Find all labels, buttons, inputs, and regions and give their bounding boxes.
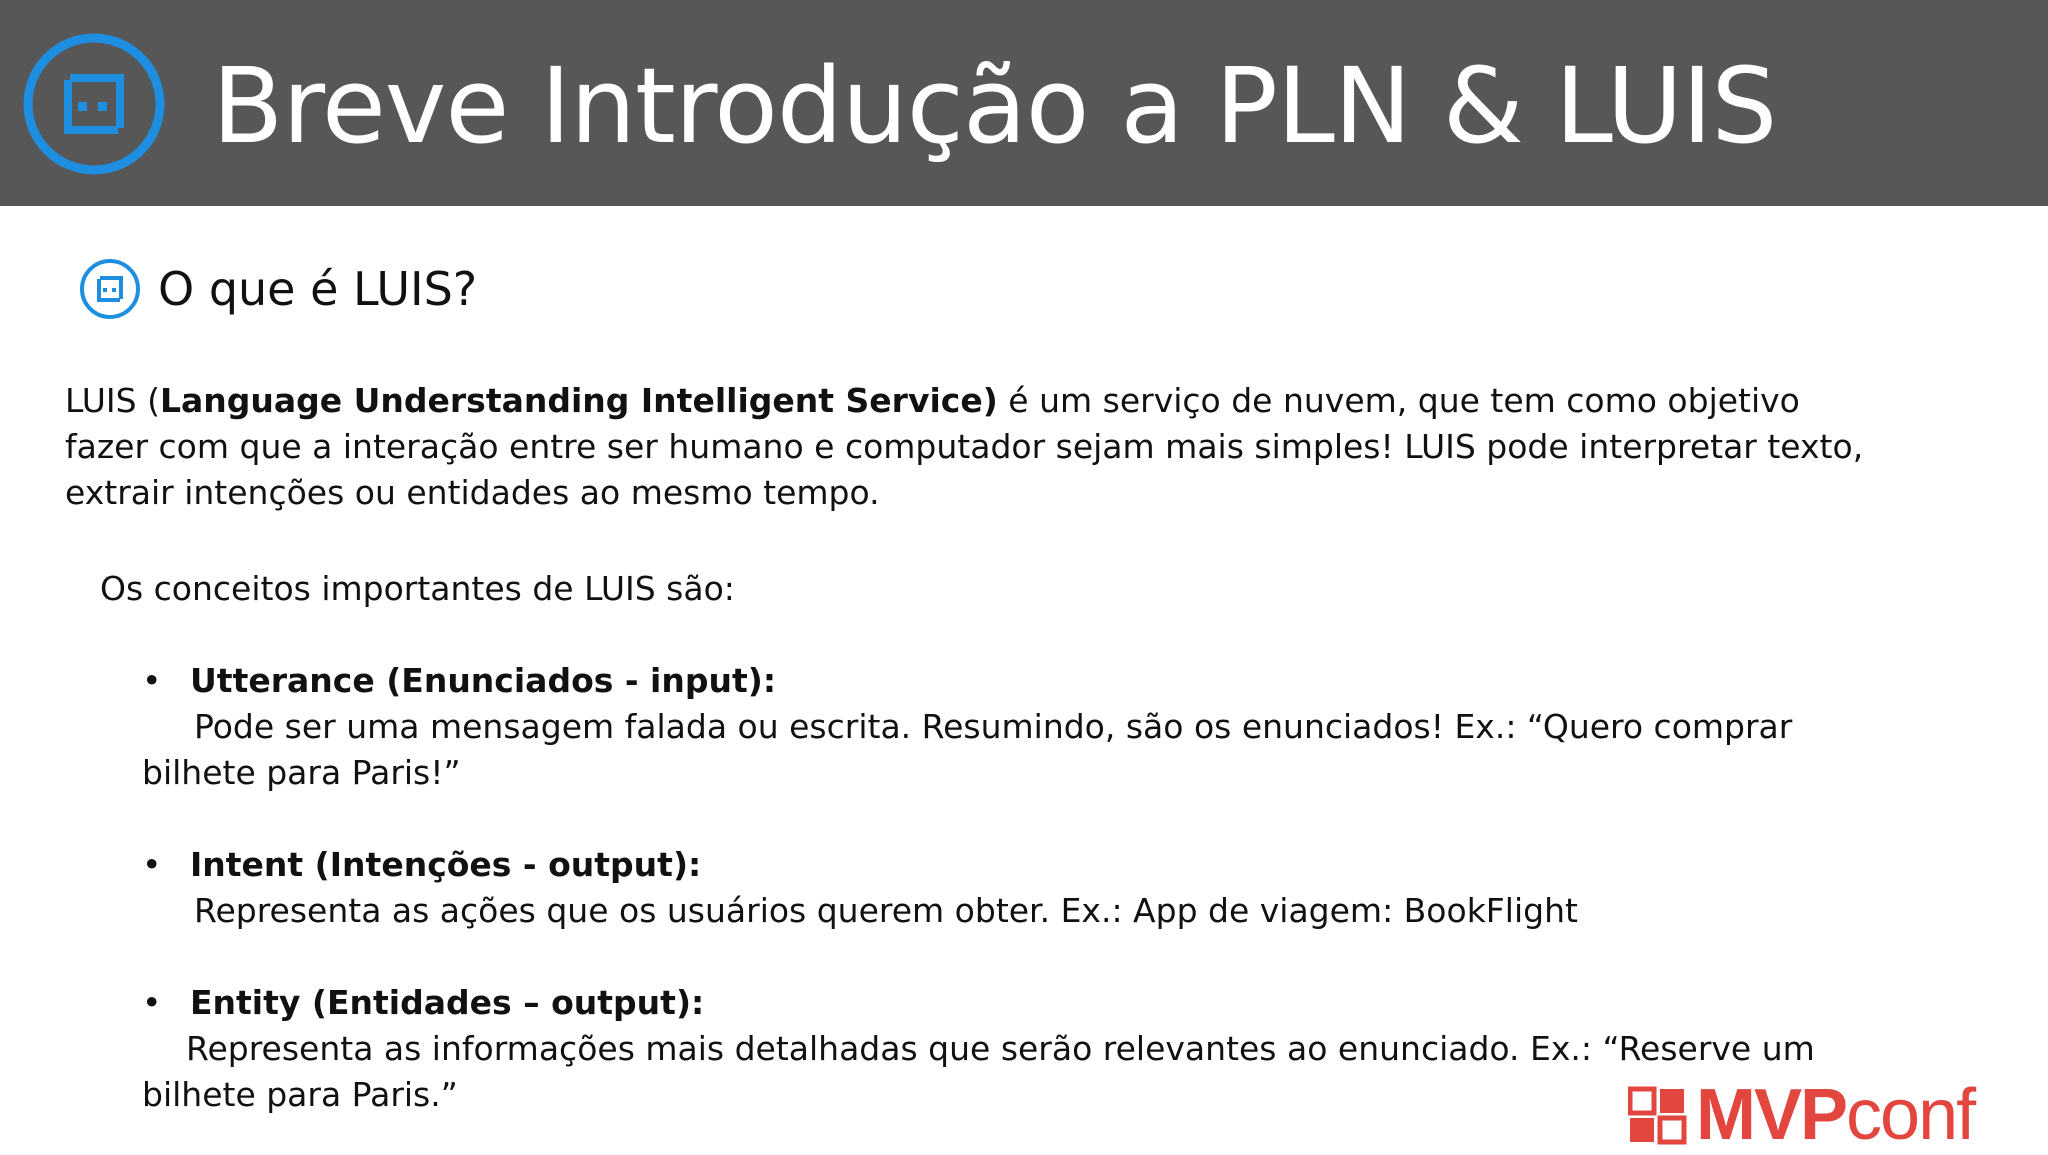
intro-rest: é um serviço de nuvem, que tem como objetivo fazer com que a interação entre ser humano e computador sejam mais simples! LUIS pode interpretar texto, extrair intenções ou entidades ao mesmo tempo. xyxy=(65,381,1864,512)
bullet-icon: • xyxy=(142,845,162,884)
slide-title: Breve Introdução a PLN & LUIS xyxy=(212,45,1777,167)
concept-description: Representa as informações mais detalhadas que serão relevantes ao enunciado. Ex.: “Reserve um bilhete para Paris.” xyxy=(142,1029,1815,1114)
mvpconf-squares-icon xyxy=(1628,1085,1688,1145)
section-heading xyxy=(78,254,477,324)
intro-lead: LUIS ( xyxy=(65,381,160,420)
bullet-icon: • xyxy=(142,983,162,1022)
bullet-icon: • xyxy=(142,661,162,700)
mvpconf-wordmark-strong: MVP xyxy=(1696,1075,1847,1155)
luis-bot-logo-icon xyxy=(20,30,168,178)
mvpconf-logo xyxy=(1628,1075,1975,1155)
concept-term: Intent (Intenções - output): xyxy=(190,845,702,884)
mvpconf-wordmark xyxy=(1696,1075,1975,1155)
intro-bold-term: Language Understanding Intelligent Service) xyxy=(159,381,998,420)
intro-paragraph xyxy=(65,378,1865,516)
concept-term: Entity (Entidades – output): xyxy=(190,983,705,1022)
section-heading-text: O que é LUIS? xyxy=(158,262,478,316)
luis-bot-logo-icon xyxy=(78,257,142,321)
concept-term: Utterance (Enunciados - input): xyxy=(190,661,777,700)
slide-header xyxy=(0,0,2048,206)
concept-item xyxy=(142,658,1902,796)
concepts-lead: Os conceitos importantes de LUIS são: xyxy=(100,569,735,608)
concept-description: Representa as ações que os usuários querem obter. Ex.: App de viagem: BookFlight xyxy=(194,891,1578,930)
mvpconf-wordmark-light: conf xyxy=(1846,1075,1975,1155)
concept-item xyxy=(142,842,1902,934)
concept-description: Pode ser uma mensagem falada ou escrita. Resumindo, são os enunciados! Ex.: “Quero comprar bilhete para Paris!” xyxy=(142,707,1793,792)
